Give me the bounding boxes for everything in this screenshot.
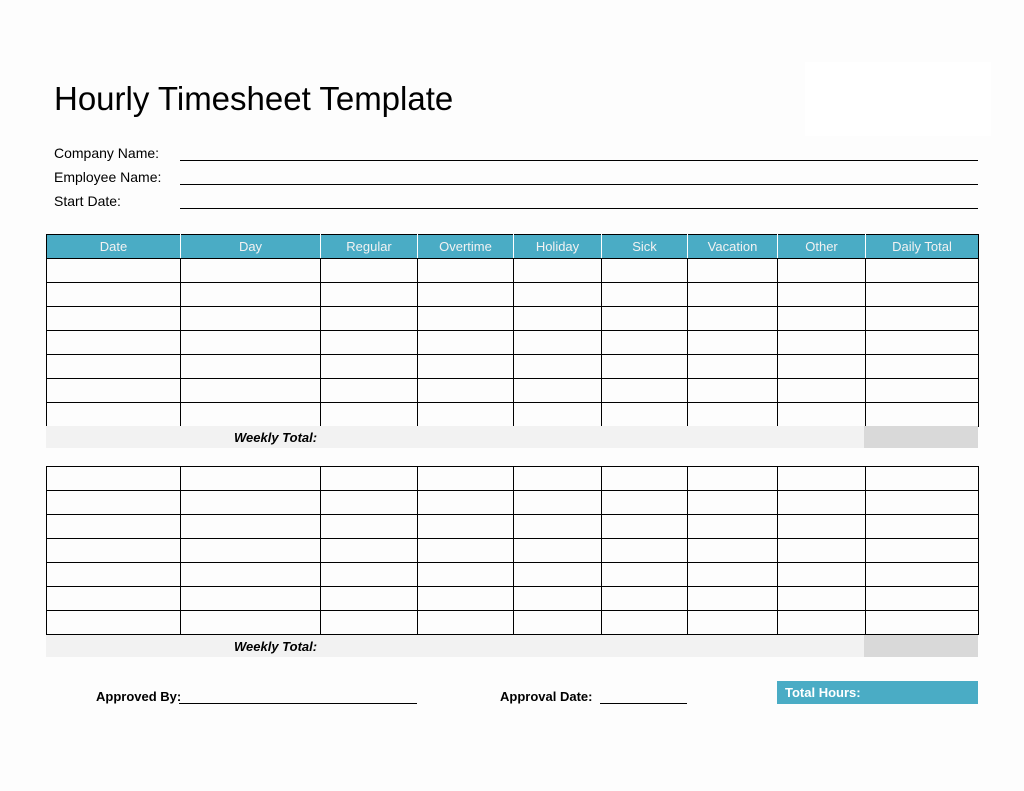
- table-cell[interactable]: [418, 611, 514, 635]
- table-cell[interactable]: [47, 515, 181, 539]
- start-date-field[interactable]: [54, 193, 978, 213]
- table-row: [47, 587, 979, 611]
- table-cell[interactable]: [602, 515, 688, 539]
- weekly-total-label: Weekly Total:: [234, 639, 318, 654]
- table-cell[interactable]: [47, 331, 181, 355]
- timesheet-table-week-1: [46, 234, 979, 427]
- table-cell[interactable]: [688, 307, 778, 331]
- table-cell[interactable]: [181, 331, 321, 355]
- table-cell[interactable]: [47, 307, 181, 331]
- table-cell[interactable]: [181, 403, 321, 427]
- table-cell[interactable]: [778, 587, 866, 611]
- weekly-total-cell[interactable]: [864, 635, 978, 657]
- table-cell[interactable]: [778, 563, 866, 587]
- approved-by-input-line[interactable]: [179, 703, 417, 704]
- table-cell[interactable]: [778, 491, 866, 515]
- table-cell[interactable]: [602, 539, 688, 563]
- approval-date-input-line[interactable]: [600, 703, 687, 704]
- table-cell[interactable]: [514, 539, 602, 563]
- weekly-total-label: Weekly Total:: [234, 430, 318, 445]
- table-cell[interactable]: [688, 611, 778, 635]
- table-cell[interactable]: [418, 491, 514, 515]
- employee-name-label: Employee Name:: [54, 169, 162, 185]
- table-cell[interactable]: [866, 539, 979, 563]
- table-cell[interactable]: [778, 331, 866, 355]
- table-cell[interactable]: [514, 307, 602, 331]
- table-cell[interactable]: [321, 539, 418, 563]
- table-header-row: [47, 235, 979, 259]
- table-cell[interactable]: [47, 355, 181, 379]
- table-cell[interactable]: [514, 467, 602, 491]
- table-cell[interactable]: [321, 611, 418, 635]
- table-cell[interactable]: [688, 587, 778, 611]
- table-cell[interactable]: [418, 587, 514, 611]
- table-cell[interactable]: [866, 467, 979, 491]
- table-cell[interactable]: [418, 307, 514, 331]
- table-cell[interactable]: [688, 403, 778, 427]
- table-cell[interactable]: [181, 491, 321, 515]
- table-cell[interactable]: [47, 563, 181, 587]
- approval-date-label: Approval Date:: [500, 689, 593, 704]
- table-cell[interactable]: [602, 467, 688, 491]
- table-cell[interactable]: [418, 331, 514, 355]
- table-cell[interactable]: [778, 515, 866, 539]
- table-cell[interactable]: [514, 331, 602, 355]
- table-row: [47, 539, 979, 563]
- approved-by-label: Approved By:: [96, 689, 182, 704]
- table-cell[interactable]: [181, 355, 321, 379]
- table-cell[interactable]: [688, 355, 778, 379]
- table-cell[interactable]: [778, 467, 866, 491]
- weekly-total-row-1: [46, 426, 978, 448]
- employee-name-input-line[interactable]: [180, 184, 978, 185]
- table-cell[interactable]: [321, 491, 418, 515]
- col-header-overtime: Overtime: [418, 235, 514, 259]
- table-cell[interactable]: [514, 563, 602, 587]
- table-row: [47, 283, 979, 307]
- table-cell[interactable]: [321, 331, 418, 355]
- logo-placeholder: [805, 62, 991, 136]
- table-cell[interactable]: [418, 403, 514, 427]
- col-header-regular: Regular: [321, 235, 418, 259]
- table-cell[interactable]: [321, 587, 418, 611]
- table-cell[interactable]: [866, 355, 979, 379]
- table-cell[interactable]: [866, 283, 979, 307]
- table-cell[interactable]: [418, 515, 514, 539]
- table-cell[interactable]: [321, 403, 418, 427]
- table-row: [47, 403, 979, 427]
- table-cell[interactable]: [514, 283, 602, 307]
- table-cell[interactable]: [321, 283, 418, 307]
- table-cell[interactable]: [418, 283, 514, 307]
- col-header-vacation: Vacation: [688, 235, 778, 259]
- employee-name-field[interactable]: [54, 169, 978, 189]
- table-cell[interactable]: [418, 259, 514, 283]
- total-hours-label: Total Hours:: [785, 685, 861, 700]
- table-row: [47, 355, 979, 379]
- company-name-input-line[interactable]: [180, 160, 978, 161]
- table-cell[interactable]: [181, 379, 321, 403]
- table-cell[interactable]: [688, 539, 778, 563]
- table-cell[interactable]: [47, 403, 181, 427]
- table-cell[interactable]: [866, 403, 979, 427]
- table-cell[interactable]: [866, 379, 979, 403]
- table-cell[interactable]: [688, 331, 778, 355]
- col-header-sick: Sick: [602, 235, 688, 259]
- table-cell[interactable]: [688, 467, 778, 491]
- table-cell[interactable]: [321, 467, 418, 491]
- table-cell[interactable]: [181, 563, 321, 587]
- table-cell[interactable]: [602, 587, 688, 611]
- company-name-label: Company Name:: [54, 145, 160, 161]
- table-cell[interactable]: [866, 515, 979, 539]
- table-cell[interactable]: [778, 283, 866, 307]
- start-date-input-line[interactable]: [180, 208, 978, 209]
- table-cell[interactable]: [602, 307, 688, 331]
- table-cell[interactable]: [514, 379, 602, 403]
- company-name-field[interactable]: [54, 145, 978, 165]
- table-row: [47, 491, 979, 515]
- table-cell[interactable]: [514, 515, 602, 539]
- table-cell[interactable]: [181, 307, 321, 331]
- table-cell[interactable]: [866, 611, 979, 635]
- table-cell[interactable]: [321, 259, 418, 283]
- table-cell[interactable]: [181, 515, 321, 539]
- table-cell[interactable]: [688, 259, 778, 283]
- table-cell[interactable]: [321, 563, 418, 587]
- table-cell[interactable]: [47, 379, 181, 403]
- table-row: [47, 611, 979, 635]
- table-cell[interactable]: [778, 611, 866, 635]
- table-cell[interactable]: [47, 587, 181, 611]
- table-cell[interactable]: [47, 467, 181, 491]
- table-cell[interactable]: [47, 539, 181, 563]
- table-cell[interactable]: [418, 467, 514, 491]
- table-cell[interactable]: [866, 563, 979, 587]
- table-cell[interactable]: [47, 283, 181, 307]
- table-cell[interactable]: [602, 259, 688, 283]
- table-cell[interactable]: [602, 283, 688, 307]
- table-cell[interactable]: [418, 563, 514, 587]
- weekly-total-row-2: [46, 635, 978, 657]
- col-header-date: Date: [47, 235, 181, 259]
- table-cell[interactable]: [321, 379, 418, 403]
- col-header-daily-total: Daily Total: [866, 235, 979, 259]
- table-cell[interactable]: [514, 587, 602, 611]
- weekly-total-cell[interactable]: [864, 426, 978, 448]
- table-cell[interactable]: [602, 563, 688, 587]
- table-cell[interactable]: [688, 379, 778, 403]
- table-row: [47, 331, 979, 355]
- table-cell[interactable]: [602, 355, 688, 379]
- table-cell[interactable]: [418, 379, 514, 403]
- table-cell[interactable]: [778, 379, 866, 403]
- table-cell[interactable]: [181, 611, 321, 635]
- table-cell[interactable]: [866, 587, 979, 611]
- col-header-holiday: Holiday: [514, 235, 602, 259]
- table-cell[interactable]: [688, 563, 778, 587]
- table-row: [47, 307, 979, 331]
- col-header-day: Day: [181, 235, 321, 259]
- total-hours-box[interactable]: [777, 681, 978, 704]
- timesheet-table-week-2: [46, 466, 979, 635]
- table-cell[interactable]: [418, 539, 514, 563]
- table-cell[interactable]: [866, 259, 979, 283]
- table-cell[interactable]: [181, 539, 321, 563]
- table-cell[interactable]: [778, 259, 866, 283]
- table-cell[interactable]: [688, 515, 778, 539]
- table-row: [47, 563, 979, 587]
- table-cell[interactable]: [602, 331, 688, 355]
- table-cell[interactable]: [321, 307, 418, 331]
- table-cell[interactable]: [688, 491, 778, 515]
- table-cell[interactable]: [181, 467, 321, 491]
- table-cell[interactable]: [47, 611, 181, 635]
- table-cell[interactable]: [47, 259, 181, 283]
- table-cell[interactable]: [688, 283, 778, 307]
- table-cell[interactable]: [181, 283, 321, 307]
- table-cell[interactable]: [778, 539, 866, 563]
- table-cell[interactable]: [181, 587, 321, 611]
- table-row: [47, 515, 979, 539]
- table-row: [47, 467, 979, 491]
- table-cell[interactable]: [602, 379, 688, 403]
- table-cell[interactable]: [514, 259, 602, 283]
- table-cell[interactable]: [778, 355, 866, 379]
- col-header-other: Other: [778, 235, 866, 259]
- table-cell[interactable]: [778, 307, 866, 331]
- table-cell[interactable]: [514, 355, 602, 379]
- table-cell[interactable]: [866, 331, 979, 355]
- table-cell[interactable]: [602, 403, 688, 427]
- table-cell[interactable]: [514, 611, 602, 635]
- table-row: [47, 379, 979, 403]
- page-title: Hourly Timesheet Template: [54, 80, 454, 117]
- table-cell[interactable]: [321, 355, 418, 379]
- start-date-label: Start Date:: [54, 193, 121, 209]
- table-cell[interactable]: [778, 403, 866, 427]
- table-cell[interactable]: [866, 491, 979, 515]
- table-row: [47, 259, 979, 283]
- table-cell[interactable]: [866, 307, 979, 331]
- table-cell[interactable]: [514, 491, 602, 515]
- table-cell[interactable]: [47, 491, 181, 515]
- table-cell[interactable]: [514, 403, 602, 427]
- table-cell[interactable]: [321, 515, 418, 539]
- table-cell[interactable]: [602, 611, 688, 635]
- table-cell[interactable]: [418, 355, 514, 379]
- table-cell[interactable]: [602, 491, 688, 515]
- table-cell[interactable]: [181, 259, 321, 283]
